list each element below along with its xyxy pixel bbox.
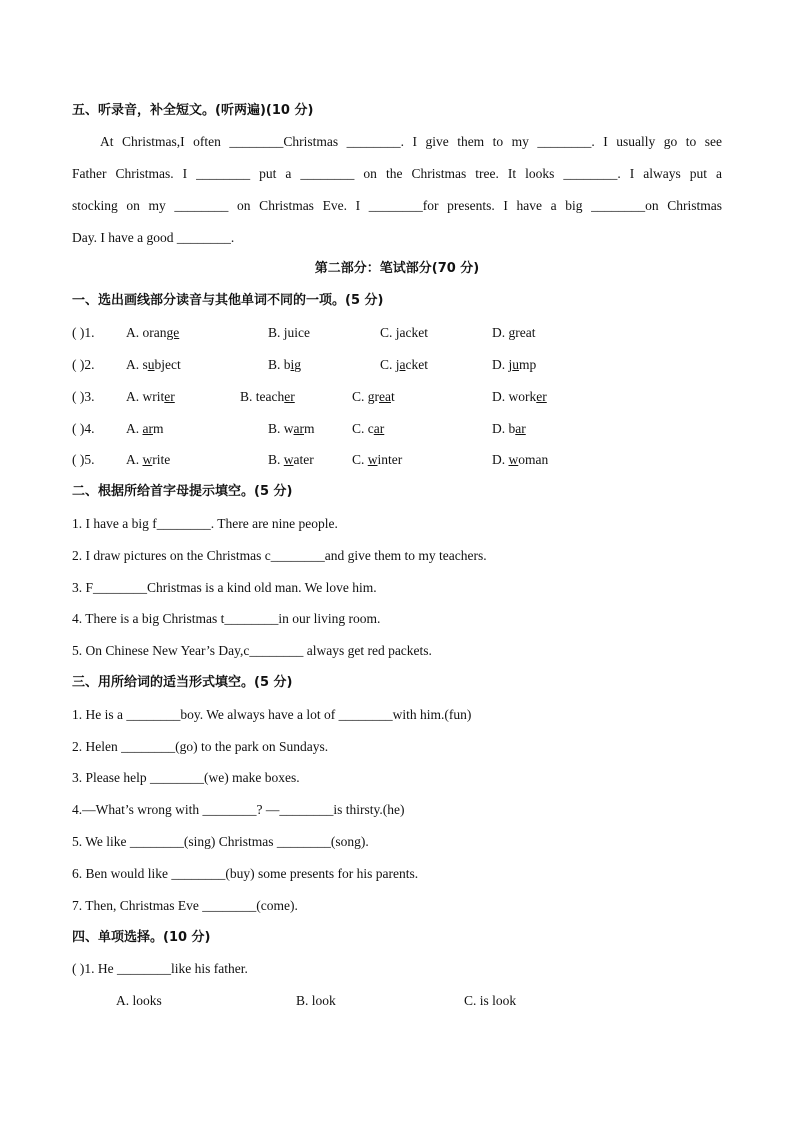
fill-line: 1. He is a ________boy. We always have a lot of ________with him.(fun)	[72, 707, 472, 722]
option-d: D. worker	[492, 389, 547, 404]
option-c: C. jacket	[380, 357, 429, 372]
section-5-line-4: Day. I have a good ________.	[72, 230, 235, 245]
question-number: ( )5.	[72, 452, 95, 467]
option-c: C. winter	[352, 452, 403, 467]
section-5-line-2: Father Christmas. I ________ put a ________ on the Christmas tree. It looks ________. I always put a	[72, 166, 722, 181]
fill-line: 7. Then, Christmas Eve ________(come).	[72, 898, 298, 913]
option-a: A. arm	[126, 421, 164, 436]
fill-line: 5. We like ________(sing) Christmas ________(song).	[72, 834, 369, 849]
fill-line: 2. Helen ________(go) to the park on Sundays.	[72, 739, 329, 754]
option-d: D. jump	[492, 357, 537, 372]
fill-line: 2. I draw pictures on the Christmas c________and give them to my teachers.	[72, 548, 487, 563]
option-d: D. woman	[492, 452, 549, 467]
section-d-heading: 四、单项选择。(10 分)	[72, 930, 211, 945]
option-c: C. great	[352, 389, 395, 404]
option-c: C. jacket	[380, 325, 429, 340]
option-a: A. write	[126, 452, 171, 467]
section-c-heading: 三、用所给词的适当形式填空。(5 分)	[72, 675, 293, 690]
fill-line: 4. There is a big Christmas t________in our living room.	[72, 611, 381, 626]
question-number: ( )4.	[72, 421, 95, 436]
part-2-title: 第二部分：笔试部分(70 分)	[314, 261, 480, 276]
option-b: B. juice	[268, 325, 311, 340]
fill-line: 5. On Chinese New Year’s Day,c________ always get red packets.	[72, 643, 432, 658]
fill-line: 6. Ben would like ________(buy) some presents for his parents.	[72, 866, 419, 881]
option-b: B. teacher	[240, 389, 295, 404]
fill-line: 3. Please help ________(we) make boxes.	[72, 770, 300, 785]
option-b: B. warm	[268, 421, 315, 436]
section-5-heading: 五、听录音，补全短文。(听两遍)(10 分)	[72, 103, 314, 118]
question-number: ( )3.	[72, 389, 95, 404]
option-c: C. car	[352, 421, 385, 436]
question-row	[72, 387, 722, 407]
option-c: C. is look	[464, 993, 517, 1008]
choice-question: ( )1. He ________like his father.	[72, 961, 248, 976]
option-a: A. writer	[126, 389, 175, 404]
option-b: B. big	[268, 357, 302, 372]
option-a: A. looks	[116, 993, 162, 1008]
option-b: B. look	[296, 993, 336, 1008]
section-b-heading: 二、根据所给首字母提示填空。(5 分)	[72, 484, 293, 499]
option-d: D. great	[492, 325, 536, 340]
option-a: A. orange	[126, 325, 180, 340]
question-number: ( )2.	[72, 357, 95, 372]
question-number: ( )1.	[72, 325, 95, 340]
option-a: A. subject	[126, 357, 181, 372]
question-row	[72, 355, 722, 375]
fill-line: 1. I have a big f________. There are nine people.	[72, 516, 338, 531]
question-row	[72, 419, 722, 439]
fill-line: 4.—What’s wrong with ________? —________is thirsty.(he)	[72, 802, 405, 817]
question-row	[72, 450, 722, 470]
section-5-line-3: stocking on my ________ on Christmas Eve. I ________for presents. I have a big ________on Christmas	[72, 198, 722, 213]
option-b: B. water	[268, 452, 314, 467]
fill-line: 3. F________Christmas is a kind old man. We love him.	[72, 580, 377, 595]
question-row	[72, 323, 722, 343]
choice-options	[72, 991, 722, 1011]
section-a-heading: 一、选出画线部分读音与其他单词不同的一项。(5 分)	[72, 293, 384, 308]
section-5-line-1: At Christmas,I often ________Christmas ________. I give them to my ________. I usually go to see	[100, 134, 722, 149]
option-d: D. bar	[492, 421, 526, 436]
